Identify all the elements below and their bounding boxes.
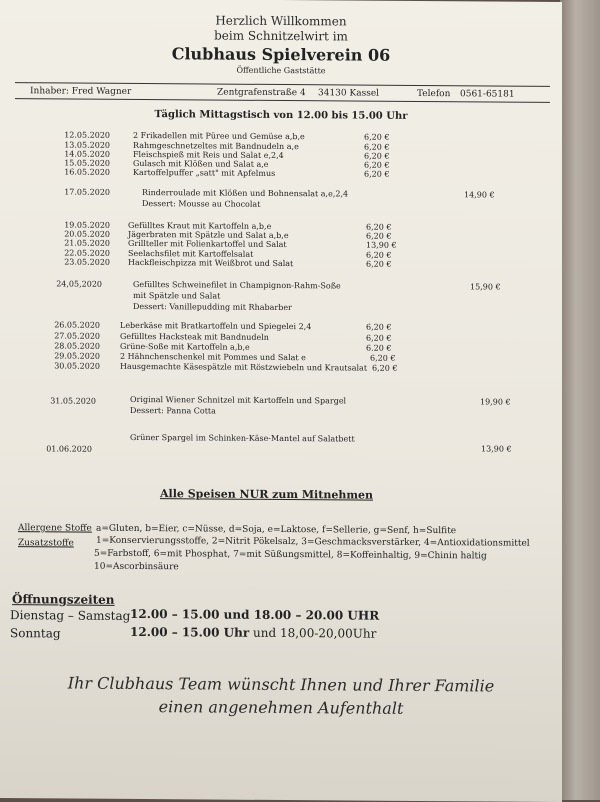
menu-price: 6,20 € [372,363,398,373]
menu-dish: Hausgemachte Käsespätzle mit Röstzwiebeln und Krautsalat [120,361,368,373]
menu-date: 23.05.2020 [64,257,110,267]
menu-dish: Rinderroulade mit Klößen und Bohnensalat a,e,2,4 [142,188,349,199]
menu-dish: Grüne-Soße mit Kartoffeln a,b,e [120,341,250,352]
menu-date: 24,05,2020 [56,279,102,289]
menu-dish: Rahmgeschnetzeltes mit Bandnudeln a,e [133,140,299,152]
street: Zentgrafenstraße 4 [217,87,306,99]
menu-price: 6,20 € [366,259,392,269]
menu-dish: 2 Hähnchenschenkel mit Pommes und Salat e [120,351,306,363]
footer-line-2: einen angenehmen Aufenthalt [158,697,404,718]
club-name: Clubhaus Spielverein 06 [171,44,391,65]
subtitle: Öffentliche Gaststätte [236,65,326,76]
daily-title: Täglich Mittagstisch von 12.00 bis 15.00 Uhr [154,109,408,122]
greeting-line-2: beim Schnitzelwirt im [214,28,348,44]
menu-dish: Gulasch mit Klößen und Salat a,e [133,158,269,169]
menu-price: 6,20 € [366,333,392,343]
menu-price: 15,90 € [470,282,501,292]
greeting-line-1: Herzlich Willkommen [215,13,347,29]
additives-line-1: 1=Konservierungsstoffe, 2=Nitrit Pökelsalz, 3=Geschmacksverstärker, 4=Antioxidationsmittel [96,535,530,549]
opening-row1-day: Dienstag – Samstag [10,608,131,623]
menu-dish: Fleischspieß mit Reis und Salat e,2,4 [133,149,284,161]
menu-price: 6,20 € [366,322,392,332]
additives-line-3: 10=Ascorbinsäure [94,561,179,573]
menu-price: 6,20 € [364,169,390,179]
menu-date: 27.05.2020 [54,331,100,341]
phone-label: Telefon [417,88,451,100]
owner: Inhaber: Fred Wagner [30,86,132,97]
allergens-label: Allergene Stoffe [18,523,92,534]
menu-dish: Gefülltes Schweinefilet in Champignon-Rahm-Soße [133,279,341,291]
takeaway-note: Alle Speisen NUR zum Mitnehmen [160,487,373,502]
menu-date: 20.05.2020 [64,229,110,239]
footer-line-1: Ihr Clubhaus Team wünscht Ihnen und Ihrer Familie [67,673,495,696]
menu-dish-line-2: mit Spätzle und Salat [133,290,221,301]
menu-date: 28.05.2020 [54,341,100,351]
menu-date: 13.05.2020 [64,140,110,150]
menu-dessert: Dessert: Mousse au Chocolat [142,199,261,209]
menu-date: 17.05.2020 [64,187,110,197]
menu-dish: Leberkäse mit Bratkartoffeln und Spiegelei 2,4 [120,320,312,332]
menu-dish: Gefülltes Hacksteak mit Bandnudeln [120,331,269,342]
menu-price: 6,20 € [364,160,390,170]
menu-price: 6,20 € [366,231,392,241]
opening-row1-time: 12.00 – 15.00 und 18.00 – 20.00 UHR [130,606,380,623]
menu-dish: Kartoffelpuffer „satt" mit Apfelmus [133,167,276,178]
menu-price: 6,20 € [364,132,390,142]
menu-price: 6.20 € [366,343,392,353]
menu-dish: Gefülltes Kraut mit Kartoffeln a,b,e [128,220,272,231]
menu-price: 13,90 € [481,444,512,454]
menu-dish: Jägerbraten mit Spätzle und Salat a,b,e [128,229,289,241]
menu-dessert: Dessert: Vanillepudding mit Rhabarber [133,301,292,313]
menu-date: 16.05.2020 [64,167,110,177]
menu-price: 6,20 € [364,142,390,152]
menu-dish: Grillteller mit Folienkartoffel und Salat [128,238,287,250]
background-wall [560,0,600,800]
menu-date: 30.05.2020 [54,361,100,371]
menu-price: 6,20 € [364,151,390,161]
menu-date: 12.05.2020 [64,130,110,140]
menu-date: 29.05.2020 [54,351,100,361]
menu-date: 21.05.2020 [64,238,110,248]
menu-dish: 2 Frikadellen mit Püree und Gemüse a,b,e [133,130,305,142]
menu-price: 6,20 € [370,353,396,363]
menu-date: 01.06.2020 [46,444,92,454]
menu-dish: Hackfleischpizza mit Weißbrot und Salat [128,257,294,269]
menu-price: 13,90 € [366,240,397,250]
city: 34130 Kassel [318,88,380,99]
allergens-text: a=Gluten, b=Eier, c=Nüsse, d=Soja, e=Laktose, f=Sellerie, g=Senf, h=Sulfite [96,523,457,537]
menu-price: 14,90 € [464,190,495,200]
menu-date: 15.05.2020 [64,158,110,168]
menu-date: 14.05.2020 [64,149,110,159]
additives-label: Zusatzstoffe [18,538,74,549]
menu-dish: Seelachsfilet mit Kartoffelsalat [128,248,254,259]
menu-dish: Original Wiener Schnitzel mit Kartoffeln und Spargel [130,394,347,406]
menu-date: 31.05.2020 [50,396,96,406]
phone: 0561-65181 [460,89,515,100]
menu-date: 22.05.2020 [64,248,110,258]
menu-price: 19,90 € [480,397,511,407]
menu-dessert: Dessert: Panna Cotta [130,405,216,416]
menu-date: 19.05.2020 [64,220,110,230]
menu-price: 6,20 € [366,222,392,232]
menu-dish: Grüner Spargel im Schinken-Käse-Mantel auf Salatbett [130,432,355,444]
opening-row2-day: Sonntag [10,626,61,641]
opening-title: Öffnungszeiten [12,592,115,607]
opening-row2-time: 12.00 – 15.00 Uhr und 18,00-20,00Uhr [130,624,377,641]
additives-line-2: 5=Farbstoff, 6=mit Phosphat, 7=mit Süßungsmittel, 8=Koffeinhaltig, 9=Chinin haltig [94,548,487,562]
menu-date: 26.05.2020 [54,320,100,330]
menu-price: 6,20 € [366,250,392,260]
